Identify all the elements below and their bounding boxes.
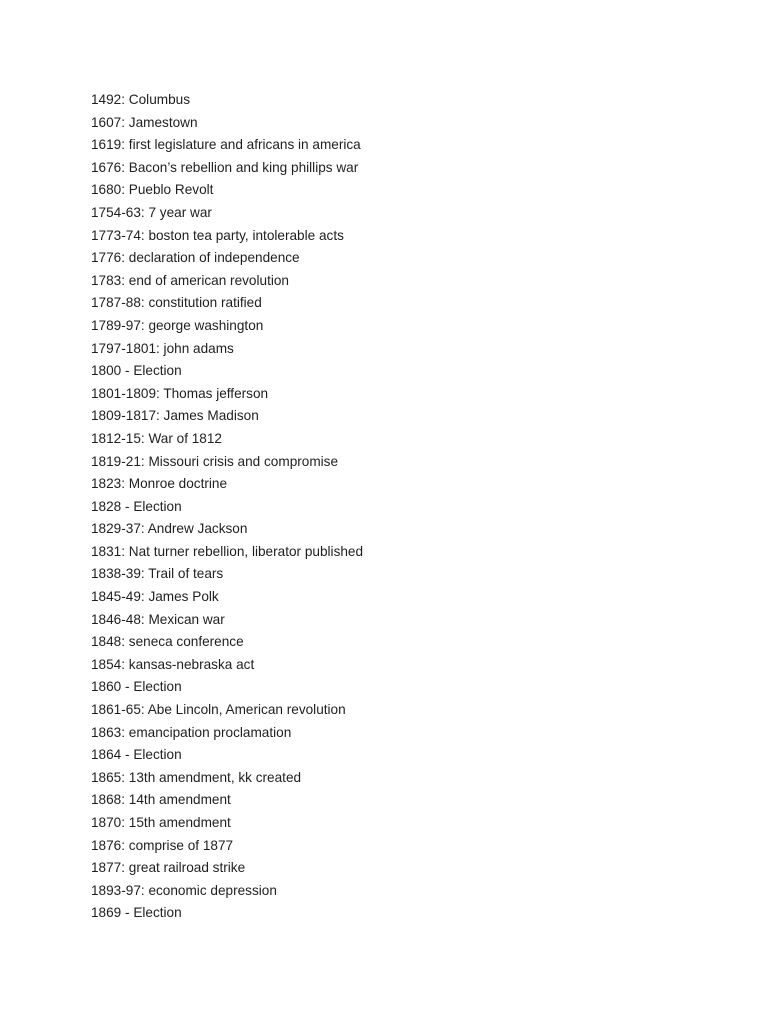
timeline-entry: 1876: comprise of 1877 xyxy=(91,837,234,853)
timeline-entry: 1828 - Election xyxy=(91,498,182,514)
timeline-entry: 1680: Pueblo Revolt xyxy=(91,182,214,198)
timeline-entry: 1845-49: James Polk xyxy=(91,589,219,605)
timeline-entry: 1776: declaration of independence xyxy=(91,250,300,266)
timeline-entry: 1607: Jamestown xyxy=(91,114,198,130)
timeline-entry: 1800 - Election xyxy=(91,363,182,379)
timeline-entry: 1773-74: boston tea party, intolerable acts xyxy=(91,227,344,243)
timeline-entry: 1823: Monroe doctrine xyxy=(91,476,228,492)
timeline-entry: 1838-39: Trail of tears xyxy=(91,566,224,582)
timeline-entry: 1809-1817: James Madison xyxy=(91,408,259,424)
timeline-entry: 1877: great railroad strike xyxy=(91,860,246,876)
timeline-entry: 1819-21: Missouri crisis and compromise xyxy=(91,453,339,469)
timeline-entry: 1869 - Election xyxy=(91,905,182,921)
timeline-entry: 1619: first legislature and africans in america xyxy=(91,137,361,153)
timeline-entry: 1831: Nat turner rebellion, liberator published xyxy=(91,543,364,559)
timeline-entry: 1787-88: constitution ratified xyxy=(91,295,262,311)
timeline-entry: 1754-63: 7 year war xyxy=(91,204,212,220)
timeline-entry: 1870: 15th amendment xyxy=(91,815,231,830)
timeline-entry: 1854: kansas-nebraska act xyxy=(91,656,255,672)
timeline-entry: 1893-97: economic depression xyxy=(91,882,277,898)
timeline-entry: 1860 - Election xyxy=(91,679,182,695)
timeline-entry: 1812-15: War of 1812 xyxy=(91,430,222,446)
timeline-entry: 1801-1809: Thomas jefferson xyxy=(91,385,269,401)
timeline-entry: 1864 - Election xyxy=(91,747,182,763)
timeline-list xyxy=(91,89,363,925)
timeline-entry: 1829-37: Andrew Jackson xyxy=(91,521,248,537)
timeline-entry: 1846-48: Mexican war xyxy=(91,611,225,627)
timeline-entry: 1868: 14th amendment xyxy=(91,792,231,808)
timeline-entry: 1863: emancipation proclamation xyxy=(91,724,292,740)
timeline-entry: 1789-97: george washington xyxy=(91,317,264,333)
timeline-entry: 1676: Bacon’s rebellion and king phillips war xyxy=(91,159,359,175)
timeline-entry: 1797-1801: john adams xyxy=(91,340,234,356)
timeline-entry: 1492: Columbus xyxy=(91,92,190,107)
timeline-entry: 1861-65: Abe Lincoln, American revolution xyxy=(91,702,346,718)
timeline-entry: 1783: end of american revolution xyxy=(91,272,289,288)
timeline-entry: 1865: 13th amendment, kk created xyxy=(91,769,302,785)
timeline-entry: 1848: seneca conference xyxy=(91,634,244,650)
